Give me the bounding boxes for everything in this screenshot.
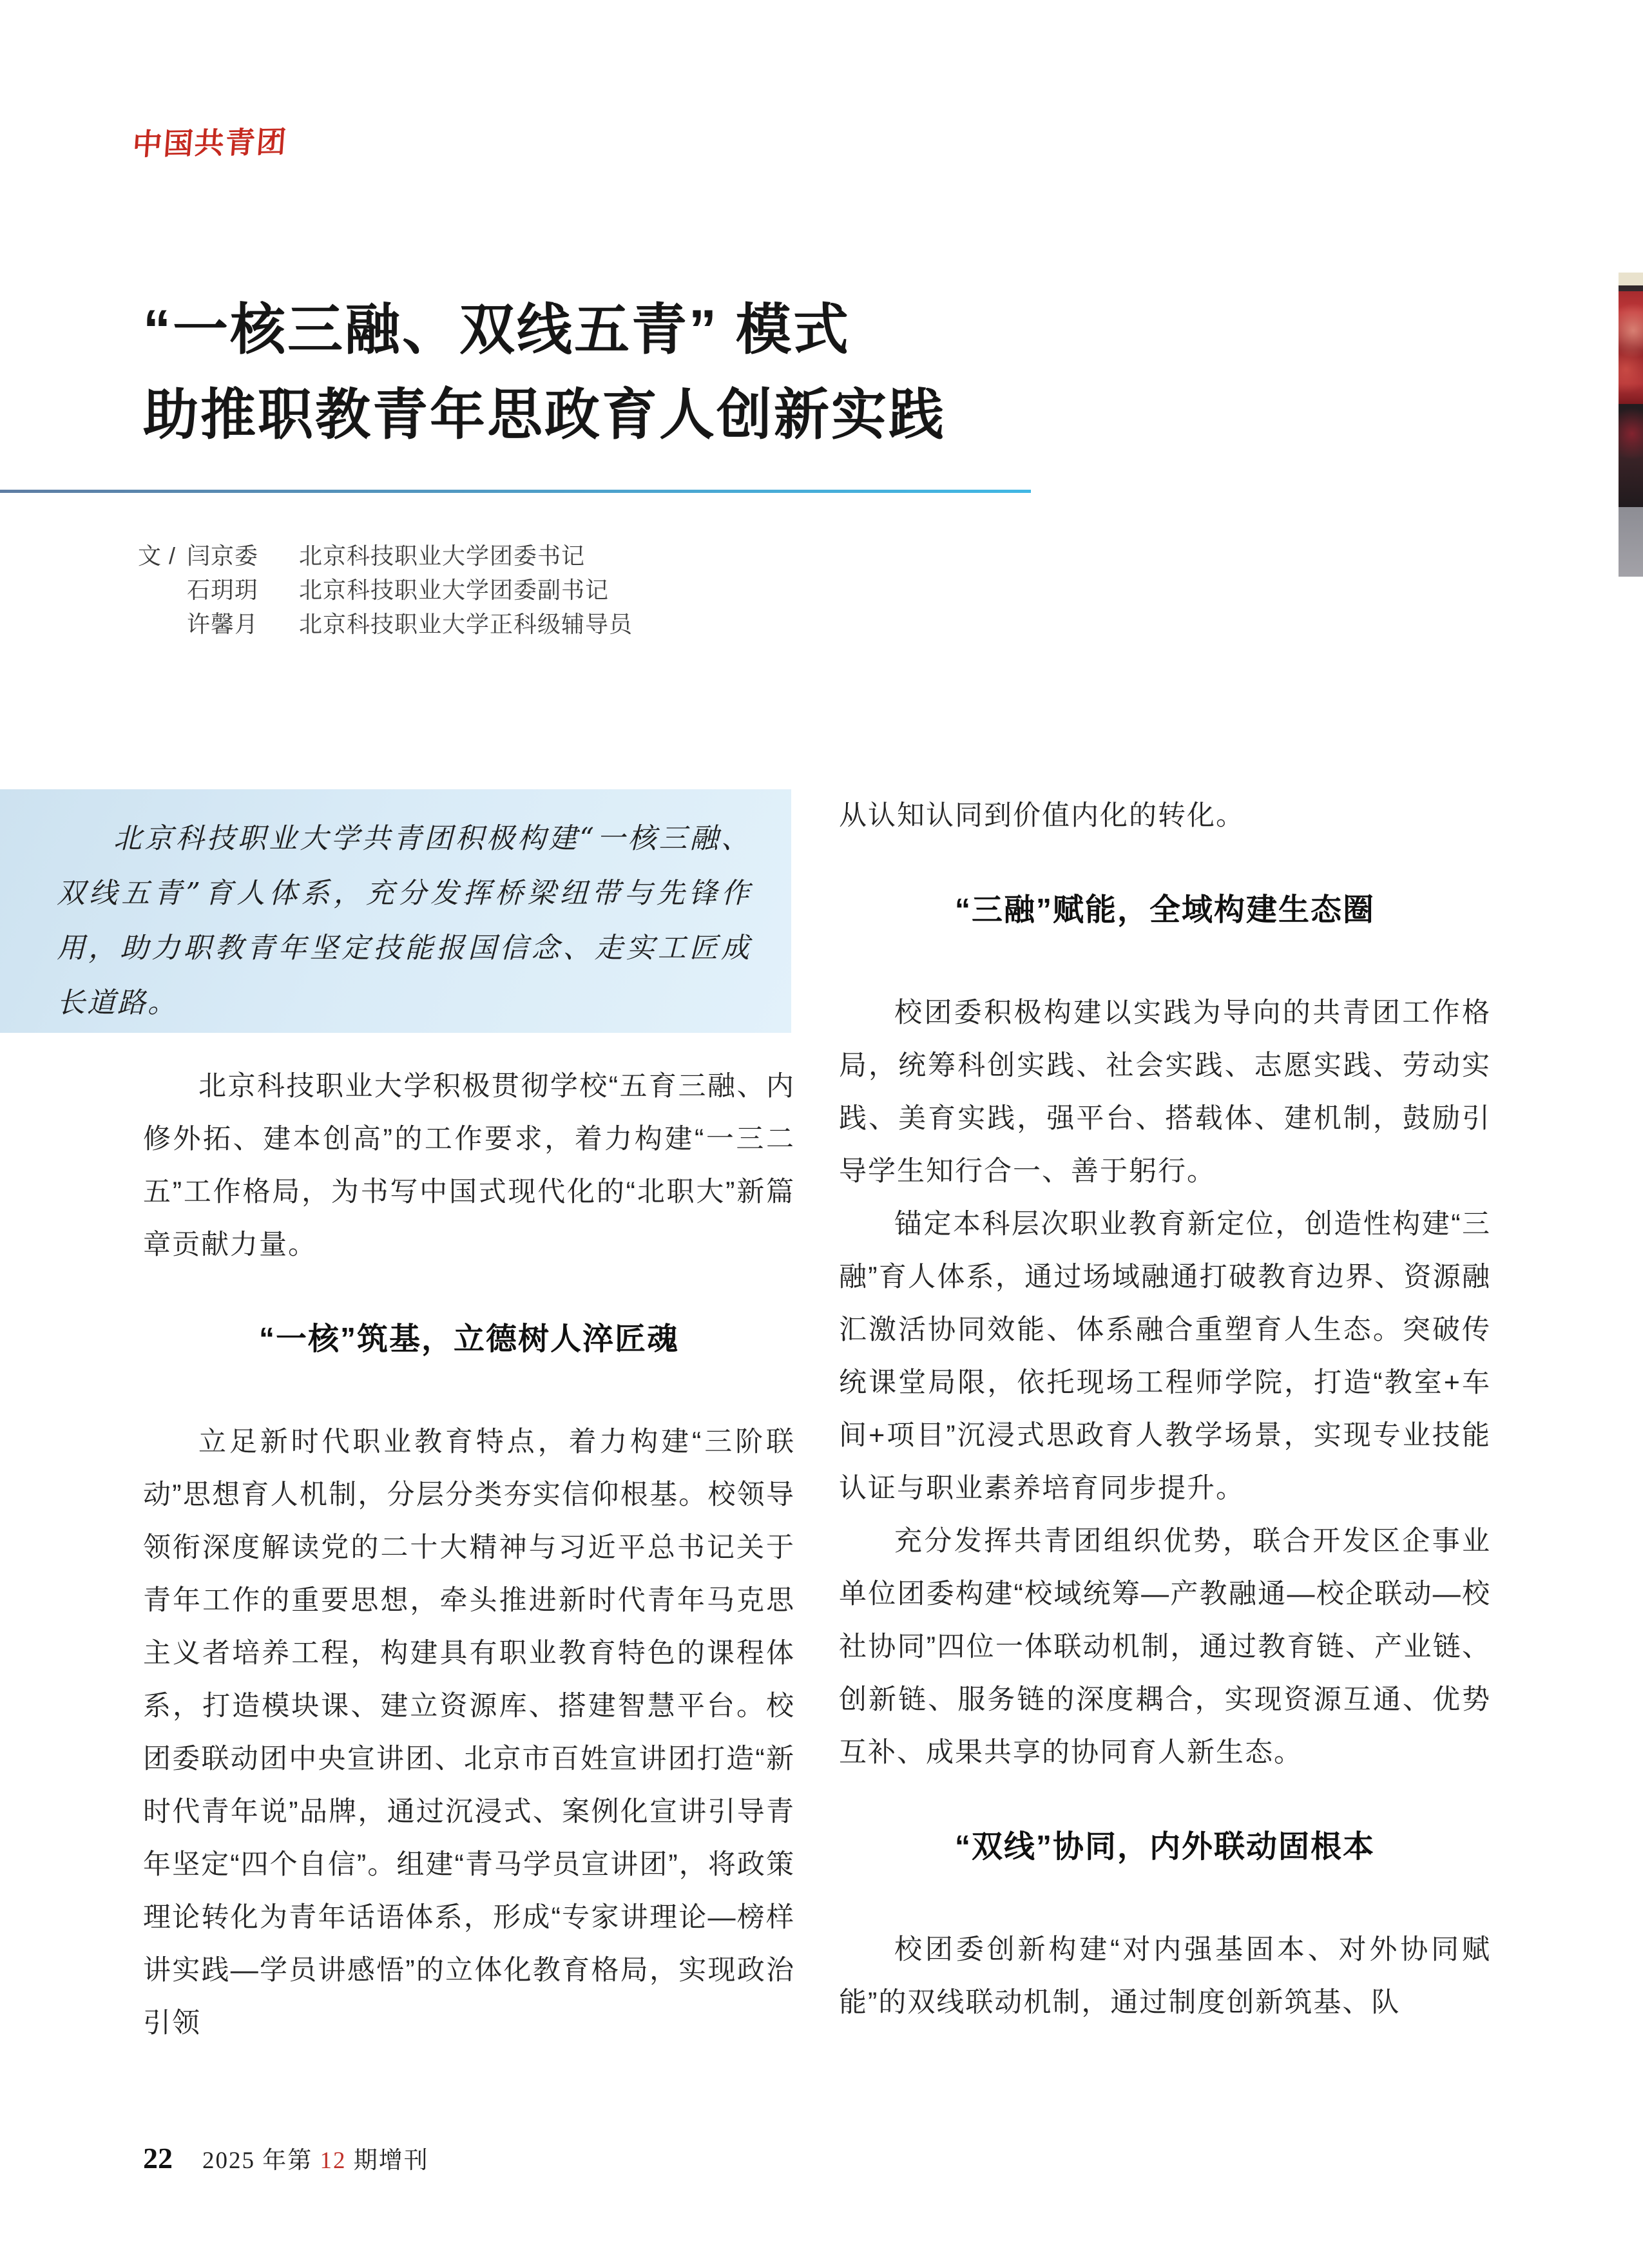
section-heading: “三融”赋能，全域构建生态圈 xyxy=(954,893,1375,927)
title-divider-line xyxy=(0,490,1031,493)
article-title-line-1: “一核三融、双线五青” 模式 xyxy=(143,299,850,361)
issue-suffix: 期增刊 xyxy=(346,2148,429,2174)
article-title xyxy=(143,287,946,457)
body-paragraph: 校团委积极构建以实践为导向的共青团工作格局，统筹科创实践、社会实践、志愿实践、劳动实践、美育实践，强平台、搭载体、建机制，鼓励引导学生知行合一、善于躬行。 xyxy=(839,997,1491,1187)
author-prefix: 文 / xyxy=(138,543,177,569)
magazine-logo: 中国共青团 xyxy=(131,124,289,162)
author-row xyxy=(138,606,633,640)
left-column xyxy=(143,1060,795,2050)
issue-number: 12 xyxy=(320,2148,347,2174)
author-name: 许馨月 xyxy=(187,611,259,637)
author-role: 北京科技职业大学正科级辅导员 xyxy=(299,611,633,637)
page-edge-photo xyxy=(1619,273,1643,577)
body-paragraph: 北京科技职业大学积极贯彻学校“五育三融、内修外拓、建本创高”的工作要求，着力构建“一三二五”工作格局，为书写中国式现代化的“北职大”新篇章贡献力量。 xyxy=(143,1071,795,1260)
page-number: 22 xyxy=(143,2142,173,2175)
body-paragraph: 充分发挥共青团组织优势，联合开发区企事业单位团委构建“校域统筹—产教融通—校企联动—校社协同”四位一体联动机制，通过教育链、产业链、创新链、服务链的深度耦合，实现资源互通、优势互补、成果共享的协同育人新生态。 xyxy=(839,1526,1491,1768)
body-paragraph: 校团委创新构建“对内强基固本、对外协同赋能”的双线联动机制，通过制度创新筑基、队 xyxy=(839,1934,1491,2018)
right-column xyxy=(839,789,1491,2029)
author-block xyxy=(138,537,633,640)
body-paragraph: 从认知认同到价值内化的转化。 xyxy=(839,800,1245,831)
issue-info xyxy=(202,2140,429,2175)
section-heading: “双线”协同，内外联动固根本 xyxy=(954,1830,1375,1864)
body-paragraph: 立足新时代职业教育特点，着力构建“三阶联动”思想育人机制，分层分类夯实信仰根基。校领导领衔深度解读党的二十大精神与习近平总书记关于青年工作的重要思想，牵头推进新时代青年马克思主义者培养工程，构建具有职业教育特色的课程体系，打造模块课、建立资源库、搭建智慧平台。校团委联动团中央宣讲团、北京市百姓宣讲团打造“新时代青年说”品牌，通过沉浸式、案例化宣讲引导青年坚定“四个自信”。组建“青马学员宣讲团”，将政策理论转化为青年话语体系，形成“专家讲理论—榜样讲实践—学员讲感悟”的立体化教育格局，实现政治引领 xyxy=(143,1427,795,2039)
author-row xyxy=(138,537,633,572)
author-name: 石玥玥 xyxy=(187,577,259,603)
issue-prefix: 2025 年第 xyxy=(202,2148,320,2174)
author-role: 北京科技职业大学团委副书记 xyxy=(299,577,610,603)
abstract-box xyxy=(0,789,791,1033)
body-paragraph: 锚定本科层次职业教育新定位，创造性构建“三融”育人体系，通过场域融通打破教育边界、资源融汇激活协同效能、体系融合重塑育人生态。突破传统课堂局限，依托现场工程师学院，打造“教室+车间+项目”沉浸式思政育人教学场景，实现专业技能认证与职业素养培育同步提升。 xyxy=(839,1209,1491,1504)
page-footer xyxy=(143,2140,429,2175)
section-heading: “一核”筑基，立德树人淬匠魂 xyxy=(258,1322,679,1356)
abstract-text: 北京科技职业大学共青团积极构建“一核三融、双线五青”育人体系，充分发挥桥梁纽带与先锋作用，助力职教青年坚定技能报国信念、走实工匠成长道路。 xyxy=(57,822,751,1019)
article-title-line-2: 助推职教青年思政育人创新实践 xyxy=(143,384,946,446)
author-role: 北京科技职业大学团委书记 xyxy=(299,543,586,569)
author-name: 闫京委 xyxy=(187,543,259,569)
author-row xyxy=(138,572,633,606)
